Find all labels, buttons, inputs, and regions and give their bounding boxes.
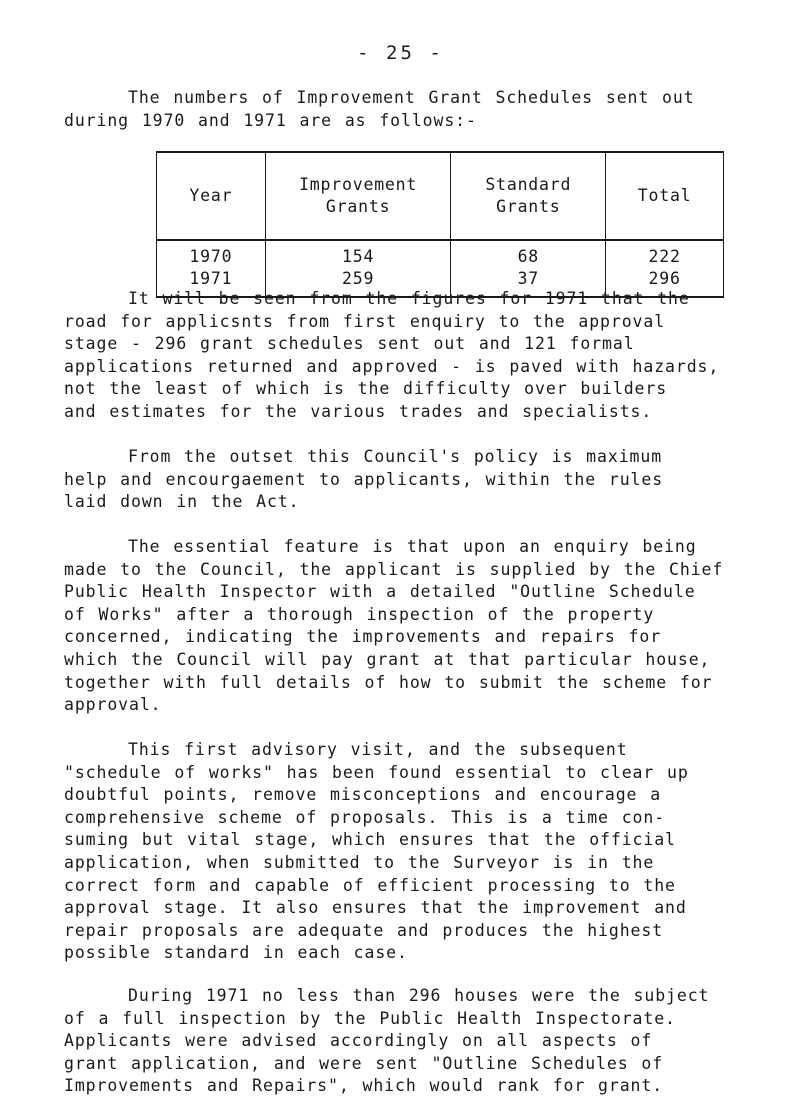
text-line: laid down in the Act. — [64, 492, 300, 512]
text-line: doubtful points, remove misconceptions and encourage a — [64, 785, 662, 805]
text-line: repair proposals are adequate and produces the highest — [64, 920, 664, 940]
paragraph-essential-feature — [64, 536, 744, 717]
grant-schedules-table — [156, 151, 724, 298]
header-total: Total — [606, 152, 724, 240]
header-year: Year — [157, 152, 266, 240]
text-line: which the Council will pay grant at that particular house, — [64, 649, 711, 669]
text-line: suming but vital stage, which ensures that the official — [64, 830, 676, 850]
text-line: This first advisory visit, and the subsequent — [128, 740, 628, 759]
cell-year: 1970 — [157, 240, 266, 268]
text-line: approval. — [64, 695, 162, 715]
text-line: applications returned and approved - is paved with hazards, — [64, 356, 720, 376]
cell-improvement: 259 — [265, 268, 451, 297]
text-line: It will be seen from the figures for 1971 that the — [128, 289, 690, 308]
text-line: and estimates for the various trades and specialists. — [64, 401, 653, 421]
cell-standard: 37 — [451, 268, 606, 297]
text-line: Applicants were advised accordingly on all aspects of — [64, 1031, 653, 1051]
text-line: help and encourgaement to applicants, within the rules — [64, 469, 664, 489]
text-line: grant application, and were sent "Outline Schedules of — [64, 1053, 664, 1073]
text-line: made to the Council, the applicant is supplied by the Chief — [64, 559, 724, 579]
cell-standard: 68 — [451, 240, 606, 268]
cell-improvement: 154 — [265, 240, 451, 268]
paragraph-during-1971 — [64, 985, 744, 1098]
paragraph-advisory-visit — [64, 739, 744, 965]
text-line: "schedule of works" has been found essential to clear up — [64, 762, 689, 782]
header-improvement-grants: Improvement Grants — [265, 152, 451, 240]
text-line: approval stage. It also ensures that the improvement and — [64, 898, 687, 918]
cell-total: 296 — [606, 268, 724, 297]
text-line: concerned, indicating the improvements and repairs for — [64, 627, 662, 647]
text-line: During 1971 no less than 296 houses were the subject — [128, 986, 710, 1005]
text-line: application, when submitted to the Surveyor is in the — [64, 852, 655, 872]
text-line: of a full inspection by the Public Health Inspectorate. — [64, 1008, 676, 1028]
text-line: together with full details of how to submit the scheme for — [64, 672, 713, 692]
text-line: Public Health Inspector with a detailed "Outline Schedule — [64, 582, 696, 602]
text-line: not the least of which is the difficulty over builders — [64, 379, 668, 399]
page-number: - 25 - — [357, 42, 444, 64]
paragraph-council-policy — [64, 446, 744, 514]
intro-paragraph — [64, 87, 744, 132]
cell-total: 222 — [606, 240, 724, 268]
text-line: of Works" after a thorough inspection of the property — [64, 604, 655, 624]
text-line: The essential feature is that upon an enquiry being — [128, 537, 697, 556]
text-line: road for applicsnts from first enquiry to the approval — [64, 311, 666, 331]
text-line: possible standard in each case. — [64, 943, 408, 963]
text-line: The numbers of Improvement Grant Schedules sent out — [128, 88, 695, 107]
header-standard-grants: Standard Grants — [451, 152, 606, 240]
text-line: during 1970 and 1971 are as follows:- — [64, 110, 477, 130]
text-line: correct form and capable of efficient processing to the — [64, 875, 676, 895]
text-line: Improvements and Repairs", which would rank for grant. — [64, 1076, 664, 1096]
paragraph-figures-1971 — [64, 288, 744, 424]
table-header-row — [157, 152, 724, 240]
text-line: comprehensive scheme of proposals. This is a time con- — [64, 807, 666, 827]
text-line: stage - 296 grant schedules sent out and 121 formal — [64, 334, 635, 354]
cell-year: 1971 — [157, 268, 266, 297]
table-row — [157, 240, 724, 268]
text-line: From the outset this Council's policy is maximum — [128, 447, 663, 466]
